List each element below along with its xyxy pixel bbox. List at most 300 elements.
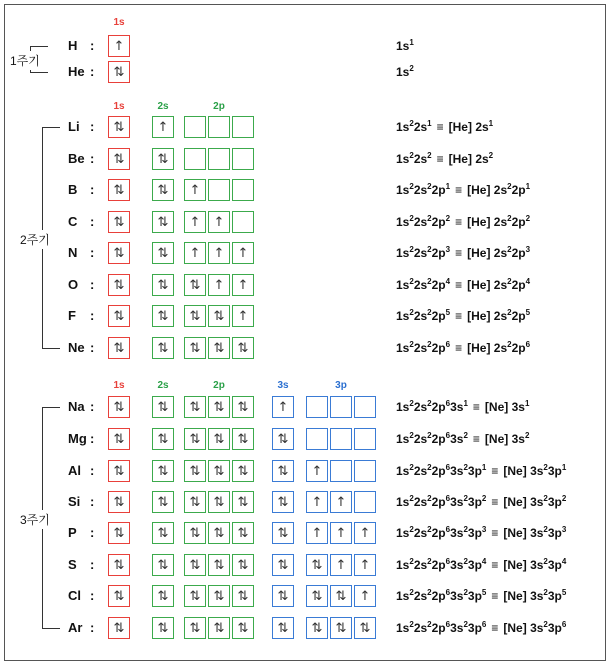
electron-pair-arrow-icon: ⇅ <box>189 525 201 541</box>
orbital-header-1s: 1s <box>113 17 125 28</box>
orbital-box-2p <box>184 116 206 138</box>
orbital-header-3p: 3p <box>335 380 347 391</box>
electron-pair-arrow-icon: ⇅ <box>113 182 125 198</box>
config-full: $1s^22s^2$ <box>396 151 432 166</box>
orbital-box-2p <box>232 522 254 544</box>
symbol-separator: : <box>90 277 95 292</box>
electron-pair-arrow-icon: ⇅ <box>189 431 201 447</box>
orbital-box-3s <box>272 428 294 450</box>
orbital-box-3p <box>330 585 352 607</box>
electron-pair-arrow-icon: ⇅ <box>277 494 289 510</box>
element-symbol-C: C <box>68 214 78 229</box>
orbital-box-3p <box>330 554 352 576</box>
orbital-box-2p <box>232 585 254 607</box>
electron-pair-arrow-icon: ⇅ <box>213 557 225 573</box>
orbital-box-2s <box>152 396 174 418</box>
orbital-box-1s <box>108 522 130 544</box>
noble-gas-core: [He] <box>467 215 494 229</box>
orbital-box-2p <box>232 116 254 138</box>
electron-pair-arrow-icon: ⇅ <box>213 308 225 324</box>
electron-configuration: $1s^22s^22p^63s^23p^3 \equiv [Ne]$ $3s^23p^3$ <box>396 525 567 540</box>
orbital-box-3p <box>306 460 328 482</box>
noble-gas-core: [Ne] <box>503 558 531 572</box>
element-symbol-Ar: Ar <box>68 620 83 635</box>
electron-pair-arrow-icon: ⇅ <box>113 214 125 230</box>
electron-pair-arrow-icon: ⇅ <box>113 399 125 415</box>
config-full: $1s^22s^22p^6$ <box>396 340 451 355</box>
config-full: $1s^22s^22p^3$ <box>396 245 451 260</box>
orbital-box-1s <box>108 274 130 296</box>
electron-pair-arrow-icon: ⇅ <box>189 463 201 479</box>
orbital-box-3p <box>354 522 376 544</box>
electron-pair-arrow-icon: ⇅ <box>157 214 169 230</box>
equiv-symbol: ≡ <box>436 120 444 134</box>
orbital-box-2p <box>184 522 206 544</box>
electron-pair-arrow-icon: ⇅ <box>189 588 201 604</box>
config-full: $1s^22s^22p^63s^23p^4$ <box>396 557 487 572</box>
element-symbol-N: N <box>68 245 78 260</box>
symbol-separator: : <box>90 64 95 79</box>
config-full: $1s^22s^22p^2$ <box>396 214 451 229</box>
orbital-box-3p <box>306 554 328 576</box>
orbital-box-2p <box>184 242 206 264</box>
electron-pair-arrow-icon: ⇅ <box>189 557 201 573</box>
orbital-box-2p <box>208 554 230 576</box>
electron-pair-arrow-icon: ⇅ <box>113 245 125 261</box>
electron-pair-arrow-icon: ⇅ <box>335 620 347 636</box>
electron-up-arrow-icon: ↑ <box>237 308 249 324</box>
orbital-box-2p <box>208 617 230 639</box>
orbital-box-2p <box>208 305 230 327</box>
orbital-header-2s: 2s <box>157 380 169 391</box>
orbital-box-2p <box>184 179 206 201</box>
orbital-box-1s <box>108 35 130 57</box>
electron-pair-arrow-icon: ⇅ <box>157 557 169 573</box>
orbital-box-1s <box>108 554 130 576</box>
orbital-box-3p <box>354 428 376 450</box>
orbital-box-2s <box>152 585 174 607</box>
orbital-box-2s <box>152 337 174 359</box>
orbital-box-3s <box>272 617 294 639</box>
element-symbol-Al: Al <box>68 463 81 478</box>
orbital-box-2p <box>232 337 254 359</box>
orbital-box-2s <box>152 305 174 327</box>
orbital-box-2p <box>184 585 206 607</box>
equiv-symbol: ≡ <box>491 526 499 540</box>
orbital-header-1s: 1s <box>113 380 125 391</box>
electron-pair-arrow-icon: ⇅ <box>113 588 125 604</box>
orbital-box-3p <box>306 585 328 607</box>
period-label: 3주기 <box>20 510 50 529</box>
orbital-box-2p <box>232 179 254 201</box>
electron-configuration: $1s^22s^22p^63s^23p^1 \equiv [Ne]$ $3s^23p^1$ <box>396 463 567 478</box>
electron-configuration: $1s^22s^22p^3 \equiv [He]$ $2s^22p^3$ <box>396 245 531 260</box>
element-symbol-He: He <box>68 64 85 79</box>
equiv-symbol: ≡ <box>455 309 463 323</box>
electron-pair-arrow-icon: ⇅ <box>157 277 169 293</box>
electron-pair-arrow-icon: ⇅ <box>113 151 125 167</box>
orbital-box-2p <box>232 274 254 296</box>
electron-pair-arrow-icon: ⇅ <box>157 245 169 261</box>
electron-up-arrow-icon: ↑ <box>311 494 323 510</box>
electron-configuration: $1s^22s^22p^1 \equiv [He]$ $2s^22p^1$ <box>396 182 531 197</box>
electron-pair-arrow-icon: ⇅ <box>237 620 249 636</box>
orbital-box-2p <box>232 305 254 327</box>
equiv-symbol: ≡ <box>491 495 499 509</box>
symbol-separator: : <box>90 308 95 323</box>
orbital-box-1s <box>108 491 130 513</box>
electron-pair-arrow-icon: ⇅ <box>113 308 125 324</box>
orbital-box-2p <box>208 211 230 233</box>
electron-pair-arrow-icon: ⇅ <box>277 525 289 541</box>
electron-configuration: $1s^22s^22p^63s^23p^4 \equiv [Ne]$ $3s^23p^4$ <box>396 557 567 572</box>
orbital-box-3s <box>272 554 294 576</box>
orbital-box-3s <box>272 585 294 607</box>
element-symbol-P: P <box>68 525 77 540</box>
electron-up-arrow-icon: ↑ <box>189 245 201 261</box>
orbital-box-1s <box>108 460 130 482</box>
electron-up-arrow-icon: ↑ <box>335 494 347 510</box>
electron-pair-arrow-icon: ⇅ <box>157 463 169 479</box>
orbital-box-2p <box>208 242 230 264</box>
element-symbol-Na: Na <box>68 399 85 414</box>
orbital-box-2s <box>152 179 174 201</box>
equiv-symbol: ≡ <box>491 464 499 478</box>
period-bracket-bottom <box>42 628 60 629</box>
orbital-header-2p: 2p <box>213 380 225 391</box>
electron-configuration <box>396 64 414 79</box>
orbital-box-3p <box>330 617 352 639</box>
electron-pair-arrow-icon: ⇅ <box>213 494 225 510</box>
orbital-box-1s <box>108 428 130 450</box>
noble-gas-core: [Ne] <box>503 589 531 603</box>
orbital-box-2s <box>152 460 174 482</box>
electron-pair-arrow-icon: ⇅ <box>213 463 225 479</box>
orbital-box-2p <box>208 522 230 544</box>
electron-up-arrow-icon: ↑ <box>189 214 201 230</box>
orbital-box-2p <box>184 460 206 482</box>
electron-pair-arrow-icon: ⇅ <box>113 620 125 636</box>
orbital-box-1s <box>108 617 130 639</box>
electron-pair-arrow-icon: ⇅ <box>157 588 169 604</box>
config-full: $1s^22s^22p^63s^23p^1$ <box>396 463 487 478</box>
electron-pair-arrow-icon: ⇅ <box>237 525 249 541</box>
electron-pair-arrow-icon: ⇅ <box>237 588 249 604</box>
electron-pair-arrow-icon: ⇅ <box>157 308 169 324</box>
orbital-box-1s <box>108 396 130 418</box>
orbital-box-3p <box>354 617 376 639</box>
electron-up-arrow-icon: ↑ <box>335 557 347 573</box>
electron-pair-arrow-icon: ⇅ <box>213 431 225 447</box>
electron-configuration: $1s^22s^22p^2 \equiv [He]$ $2s^22p^2$ <box>396 214 531 229</box>
orbital-box-2p <box>232 242 254 264</box>
noble-gas-core: [He] <box>467 278 494 292</box>
orbital-box-2p <box>184 428 206 450</box>
orbital-box-1s <box>108 148 130 170</box>
config-full: $1s^2$ <box>396 64 414 79</box>
orbital-box-2p <box>232 396 254 418</box>
orbital-box-3p <box>306 491 328 513</box>
equiv-symbol: ≡ <box>455 341 463 355</box>
element-symbol-B: B <box>68 182 78 197</box>
equiv-symbol: ≡ <box>472 432 480 446</box>
noble-gas-core: [Ne] <box>503 464 531 478</box>
symbol-separator: : <box>90 245 95 260</box>
noble-gas-core: [Ne] <box>484 432 512 446</box>
electron-pair-arrow-icon: ⇅ <box>237 431 249 447</box>
orbital-box-2p <box>232 428 254 450</box>
element-symbol-O: O <box>68 277 79 292</box>
electron-pair-arrow-icon: ⇅ <box>189 399 201 415</box>
electron-configuration: $1s^22s^22p^6 \equiv [He]$ $2s^22p^6$ <box>396 340 531 355</box>
orbital-box-2s <box>152 617 174 639</box>
electron-configuration: $1s^22s^2 \equiv [He]$ $2s^2$ <box>396 151 494 166</box>
orbital-box-3s <box>272 460 294 482</box>
config-full: $1s^1$ <box>396 38 414 53</box>
symbol-separator: : <box>90 525 95 540</box>
orbital-box-3p <box>306 396 328 418</box>
noble-gas-core: [Ne] <box>503 526 531 540</box>
electron-up-arrow-icon: ↑ <box>157 119 169 135</box>
electron-pair-arrow-icon: ⇅ <box>189 620 201 636</box>
orbital-box-2p <box>208 396 230 418</box>
noble-gas-core: [He] <box>448 120 476 134</box>
electron-configuration: $1s^22s^22p^63s^1 \equiv [Ne]$ $3s^1$ <box>396 399 530 414</box>
electron-configuration: $1s^22s^22p^5 \equiv [He]$ $2s^22p^5$ <box>396 308 531 323</box>
config-full: $1s^22s^22p^63s^1$ <box>396 399 468 414</box>
orbital-header-2p: 2p <box>213 101 225 112</box>
symbol-separator: : <box>90 588 95 603</box>
electron-pair-arrow-icon: ⇅ <box>237 340 249 356</box>
orbital-box-2s <box>152 491 174 513</box>
electron-configuration: $1s^22s^22p^63s^23p^6 \equiv [Ne]$ $3s^23p^6$ <box>396 620 567 635</box>
symbol-separator: : <box>90 620 95 635</box>
electron-pair-arrow-icon: ⇅ <box>311 557 323 573</box>
orbital-box-2p <box>208 337 230 359</box>
orbital-box-3p <box>330 522 352 544</box>
orbital-box-2s <box>152 242 174 264</box>
electron-pair-arrow-icon: ⇅ <box>113 525 125 541</box>
noble-gas-core: [Ne] <box>503 621 531 635</box>
orbital-box-2p <box>208 274 230 296</box>
electron-pair-arrow-icon: ⇅ <box>113 494 125 510</box>
period-label: 2주기 <box>20 230 50 249</box>
orbital-box-2p <box>208 585 230 607</box>
element-symbol-Li: Li <box>68 119 80 134</box>
symbol-separator: : <box>90 494 95 509</box>
orbital-box-3p <box>330 460 352 482</box>
electron-pair-arrow-icon: ⇅ <box>189 277 201 293</box>
electron-pair-arrow-icon: ⇅ <box>277 431 289 447</box>
orbital-box-2p <box>208 148 230 170</box>
noble-gas-core: [He] <box>467 309 494 323</box>
electron-pair-arrow-icon: ⇅ <box>189 494 201 510</box>
noble-gas-core: [He] <box>467 246 494 260</box>
orbital-box-2s <box>152 211 174 233</box>
electron-up-arrow-icon: ↑ <box>237 277 249 293</box>
orbital-box-1s <box>108 116 130 138</box>
electron-pair-arrow-icon: ⇅ <box>113 431 125 447</box>
element-symbol-Be: Be <box>68 151 85 166</box>
electron-pair-arrow-icon: ⇅ <box>113 277 125 293</box>
noble-gas-core: [He] <box>467 341 494 355</box>
config-full: $1s^22s^22p^63s^23p^3$ <box>396 525 487 540</box>
orbital-header-2s: 2s <box>157 101 169 112</box>
electron-up-arrow-icon: ↑ <box>213 245 225 261</box>
config-full: $1s^22s^1$ <box>396 119 432 134</box>
orbital-box-2p <box>232 148 254 170</box>
symbol-separator: : <box>90 119 95 134</box>
equiv-symbol: ≡ <box>455 278 463 292</box>
electron-pair-arrow-icon: ⇅ <box>277 620 289 636</box>
electron-up-arrow-icon: ↑ <box>213 214 225 230</box>
orbital-box-2p <box>184 617 206 639</box>
electron-pair-arrow-icon: ⇅ <box>157 151 169 167</box>
electron-up-arrow-icon: ↑ <box>359 588 371 604</box>
orbital-box-3s <box>272 491 294 513</box>
element-symbol-F: F <box>68 308 76 323</box>
electron-pair-arrow-icon: ⇅ <box>157 340 169 356</box>
orbital-box-2p <box>208 491 230 513</box>
orbital-box-1s <box>108 585 130 607</box>
electron-pair-arrow-icon: ⇅ <box>237 463 249 479</box>
symbol-separator: : <box>90 214 95 229</box>
electron-pair-arrow-icon: ⇅ <box>113 463 125 479</box>
orbital-box-2p <box>184 396 206 418</box>
noble-gas-core: [Ne] <box>503 495 531 509</box>
orbital-box-2p <box>208 116 230 138</box>
noble-gas-core: [He] <box>467 183 494 197</box>
orbital-box-2s <box>152 274 174 296</box>
orbital-box-3p <box>306 522 328 544</box>
symbol-separator: : <box>90 38 95 53</box>
orbital-box-3s <box>272 396 294 418</box>
symbol-separator: : <box>90 182 95 197</box>
electron-pair-arrow-icon: ⇅ <box>277 463 289 479</box>
electron-pair-arrow-icon: ⇅ <box>237 494 249 510</box>
config-full: $1s^22s^22p^63s^23p^2$ <box>396 494 487 509</box>
orbital-box-2p <box>232 211 254 233</box>
orbital-box-3p <box>306 617 328 639</box>
orbital-box-2s <box>152 554 174 576</box>
electron-pair-arrow-icon: ⇅ <box>213 588 225 604</box>
orbital-box-1s <box>108 305 130 327</box>
electron-configuration <box>396 38 414 53</box>
electron-pair-arrow-icon: ⇅ <box>213 620 225 636</box>
equiv-symbol: ≡ <box>491 558 499 572</box>
orbital-box-2p <box>232 617 254 639</box>
noble-gas-core: [Ne] <box>484 400 512 414</box>
equiv-symbol: ≡ <box>472 400 480 414</box>
electron-pair-arrow-icon: ⇅ <box>157 431 169 447</box>
config-full: $1s^22s^22p^63s^2$ <box>396 431 468 446</box>
equiv-symbol: ≡ <box>455 183 463 197</box>
period-bracket-bottom <box>42 348 60 349</box>
electron-pair-arrow-icon: ⇅ <box>213 340 225 356</box>
orbital-box-2s <box>152 148 174 170</box>
symbol-separator: : <box>90 431 95 446</box>
orbital-box-2p <box>184 305 206 327</box>
electron-up-arrow-icon: ↑ <box>335 525 347 541</box>
orbital-box-3p <box>330 428 352 450</box>
orbital-box-2p <box>184 211 206 233</box>
orbital-box-3p <box>330 491 352 513</box>
equiv-symbol: ≡ <box>455 215 463 229</box>
element-symbol-Cl: Cl <box>68 588 81 603</box>
electron-up-arrow-icon: ↑ <box>213 277 225 293</box>
electron-pair-arrow-icon: ⇅ <box>157 620 169 636</box>
electron-pair-arrow-icon: ⇅ <box>189 308 201 324</box>
orbital-box-2p <box>184 554 206 576</box>
period-label: 1주기 <box>10 51 40 70</box>
electron-pair-arrow-icon: ⇅ <box>113 557 125 573</box>
element-symbol-S: S <box>68 557 77 572</box>
orbital-box-1s <box>108 337 130 359</box>
orbital-box-3p <box>354 460 376 482</box>
equiv-symbol: ≡ <box>436 152 444 166</box>
element-symbol-Si: Si <box>68 494 81 509</box>
orbital-box-3p <box>354 491 376 513</box>
element-symbol-Ne: Ne <box>68 340 85 355</box>
electron-up-arrow-icon: ↑ <box>189 182 201 198</box>
electron-pair-arrow-icon: ⇅ <box>113 119 125 135</box>
electron-pair-arrow-icon: ⇅ <box>157 182 169 198</box>
equiv-symbol: ≡ <box>491 621 499 635</box>
orbital-box-3p <box>354 585 376 607</box>
orbital-box-3p <box>354 396 376 418</box>
electron-up-arrow-icon: ↑ <box>359 557 371 573</box>
electron-pair-arrow-icon: ⇅ <box>157 399 169 415</box>
electron-pair-arrow-icon: ⇅ <box>311 588 323 604</box>
electron-pair-arrow-icon: ⇅ <box>277 588 289 604</box>
orbital-box-1s <box>108 179 130 201</box>
electron-up-arrow-icon: ↑ <box>237 245 249 261</box>
element-symbol-Mg: Mg <box>68 431 87 446</box>
electron-pair-arrow-icon: ⇅ <box>113 340 125 356</box>
orbital-box-2p <box>232 554 254 576</box>
electron-up-arrow-icon: ↑ <box>359 525 371 541</box>
electron-up-arrow-icon: ↑ <box>311 463 323 479</box>
orbital-box-2p <box>208 428 230 450</box>
electron-pair-arrow-icon: ⇅ <box>113 64 125 80</box>
orbital-box-2p <box>232 491 254 513</box>
equiv-symbol: ≡ <box>491 589 499 603</box>
electron-up-arrow-icon: ↑ <box>113 38 125 54</box>
config-full: $1s^22s^22p^5$ <box>396 308 451 323</box>
orbital-header-1s: 1s <box>113 101 125 112</box>
electron-pair-arrow-icon: ⇅ <box>335 588 347 604</box>
orbital-box-2p <box>232 460 254 482</box>
config-full: $1s^22s^22p^63s^23p^6$ <box>396 620 487 635</box>
symbol-separator: : <box>90 340 95 355</box>
orbital-box-2p <box>184 148 206 170</box>
orbital-header-3s: 3s <box>277 380 289 391</box>
orbital-box-1s <box>108 242 130 264</box>
config-full: $1s^22s^22p^63s^23p^5$ <box>396 588 487 603</box>
orbital-box-3s <box>272 522 294 544</box>
orbital-box-1s <box>108 211 130 233</box>
element-symbol-H: H <box>68 38 78 53</box>
electron-pair-arrow-icon: ⇅ <box>157 494 169 510</box>
electron-configuration: $1s^22s^1 \equiv [He]$ $2s^1$ <box>396 119 494 134</box>
electron-pair-arrow-icon: ⇅ <box>213 399 225 415</box>
electron-configuration: $1s^22s^22p^63s^23p^5 \equiv [Ne]$ $3s^23p^5$ <box>396 588 567 603</box>
electron-up-arrow-icon: ↑ <box>311 525 323 541</box>
symbol-separator: : <box>90 557 95 572</box>
electron-pair-arrow-icon: ⇅ <box>311 620 323 636</box>
electron-pair-arrow-icon: ⇅ <box>237 399 249 415</box>
orbital-box-2p <box>184 274 206 296</box>
